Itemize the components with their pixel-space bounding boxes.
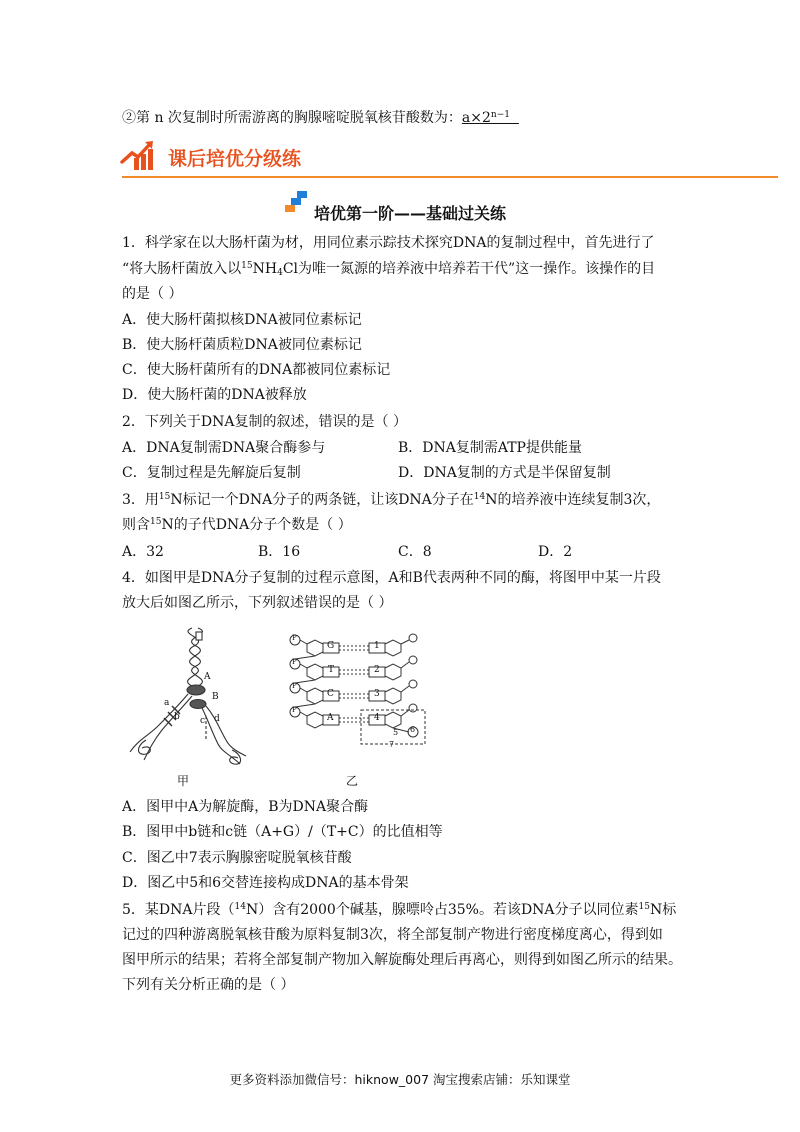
q3-sup14: 14 xyxy=(473,492,486,502)
q5-l1a: 5．某DNA片段（ xyxy=(122,902,235,918)
q4-stem-line2: 放大后如图乙所示，下列叙述错误的是（ ） xyxy=(122,595,393,611)
q4-option-c: C．图乙中7表示胸腺密啶脱氧核苷酸 xyxy=(122,850,352,866)
q5-sup15: 15 xyxy=(638,902,650,912)
figure-yi-dna-segment xyxy=(285,628,435,753)
q5-stem-line1 xyxy=(122,900,676,920)
fig-yi-p-4: P xyxy=(292,706,297,714)
q3-l1a: 3．用 xyxy=(122,492,159,508)
fig-jia-label-b: b xyxy=(174,712,180,722)
q1-sub4: 4 xyxy=(277,268,283,278)
q2-stem: 2．下列关于DNA复制的叙述，错误的是（ ） xyxy=(122,414,407,430)
q3-option-d: D．2 xyxy=(538,544,573,560)
fig-yi-p-2: P xyxy=(292,658,297,666)
formula-answer xyxy=(462,110,519,126)
q3-l1c: N的培养液中连续复制3次， xyxy=(485,492,661,508)
fig-yi-num-4: 4 xyxy=(374,713,380,723)
fig-yi-base-C: C xyxy=(327,689,334,699)
figure-yi-caption: 乙 xyxy=(346,774,359,788)
fig-yi-p-1: P xyxy=(292,634,297,642)
section-title: 培优第一阶——基础过关练 xyxy=(314,204,507,223)
q3-option-a: A．32 xyxy=(122,544,164,560)
fig-yi-base-T: T xyxy=(328,665,335,675)
q2-option-a: A．DNA复制需DNA聚合酶参与 xyxy=(122,440,326,456)
q3-option-c: C．8 xyxy=(398,544,432,560)
q3-stem-line2 xyxy=(122,515,352,535)
fig-yi-p-3: P xyxy=(292,682,297,690)
steps-icon xyxy=(283,190,309,216)
q3-stem-line1 xyxy=(122,490,660,510)
footer-text: 更多资料添加微信号：hiknow_007 淘宝搜索店铺：乐知课堂 xyxy=(229,1072,571,1087)
figure-jia-caption: 甲 xyxy=(177,774,190,788)
fig-yi-num-2: 2 xyxy=(374,665,380,675)
q4-option-b: B．图甲中b链和c链（A+G）/（T+C）的比值相等 xyxy=(122,824,443,840)
q1-option-d: D．使大肠杆菌的DNA被释放 xyxy=(122,387,307,403)
q1-option-a: A．使大肠杆菌拟核DNA被同位素标记 xyxy=(122,312,362,328)
q5-stem-line3: 图甲所示的结果；若将全部复制产物加入解旋酶处理后再离心，则得到如图乙所示的结果。 xyxy=(122,952,682,968)
fig-yi-base-A: A xyxy=(327,713,334,723)
fig-yi-num-1: 1 xyxy=(374,641,380,651)
fig-yi-num-7: 7 xyxy=(389,740,395,749)
q1-option-c: C．使大肠杆菌所有的DNA都被同位素标记 xyxy=(122,362,391,378)
figure-jia-dna-replication xyxy=(122,620,252,770)
q4-option-a: A．图甲中A为解旋酶，B为DNA聚合酶 xyxy=(122,799,369,815)
q1-line2-post: Cl为唯一氮源的培养液中培养若干代”这一操作。该操作的目 xyxy=(282,261,656,277)
header-title: 课后培优分级练 xyxy=(168,148,302,170)
q3-l2a: 则含 xyxy=(122,517,150,533)
q3-l1b: N标记一个DNA分子的两条链，让该DNA分子在 xyxy=(170,492,474,508)
q1-stem-line1: 1．科学家在以大肠杆菌为材，用同位素示踪技术探究DNA的复制过程中，首先进行了 xyxy=(122,235,655,251)
fig-jia-label-d: d xyxy=(214,714,220,724)
q5-stem-line4: 下列有关分析正确的是（ ） xyxy=(122,977,295,993)
q1-nh: NH xyxy=(252,261,278,277)
q4-stem-line1: 4．如图甲是DNA分子复制的过程示意图，A和B代表两种不同的酶，将图甲中某一片段 xyxy=(122,570,661,586)
formula-line xyxy=(122,108,519,128)
q5-l1b: N）含有2000个碱基，腺嘌呤占35%。若该DNA分子以同位素 xyxy=(245,902,639,918)
q5-l1c: N标 xyxy=(650,902,677,918)
q3-option-b: B．16 xyxy=(258,544,301,560)
q3-l2b: N的子代DNA分子个数是（ ） xyxy=(161,517,352,533)
q1-stem-line3: 的是（ ） xyxy=(122,286,183,302)
q1-stem-line2 xyxy=(122,259,655,279)
q2-option-b: B．DNA复制需ATP提供能量 xyxy=(398,440,582,456)
fig-yi-num-3: 3 xyxy=(374,689,380,699)
fig-yi-base-G: G xyxy=(327,641,335,651)
q1-line2-pre: “将大肠杆菌放入以 xyxy=(122,261,242,277)
formula-prefix: ②第 n 次复制时所需游离的胸腺嘧啶脱氧核苷酸数为： xyxy=(122,110,462,126)
q2-option-c: C．复制过程是先解旋后复制 xyxy=(122,465,301,481)
fig-jia-label-c: c xyxy=(200,716,206,726)
fig-yi-num-5: 5 xyxy=(393,728,399,737)
q5-sup14: 14 xyxy=(234,902,246,912)
q4-option-d: D．图乙中5和6交替连接构成DNA的基本骨架 xyxy=(122,875,409,891)
fig-yi-num-6: 6 xyxy=(410,725,416,734)
q1-sup15: 15 xyxy=(241,261,253,271)
fig-jia-label-A: A xyxy=(204,672,211,682)
answer-base: a×2 xyxy=(461,110,491,126)
chart-growth-icon xyxy=(120,138,160,172)
q5-stem-line2: 记过的四种游离脱氧核苷酸为原料复制3次，将全部复制产物进行密度梯度离心，得到如 xyxy=(122,927,663,943)
q3-sup15: 15 xyxy=(158,492,171,502)
q1-option-b: B．使大肠杆菌质粒DNA被同位素标记 xyxy=(122,337,362,353)
q2-option-d: D．DNA复制的方式是半保留复制 xyxy=(398,465,611,481)
q3-sup15b: 15 xyxy=(150,517,162,527)
answer-exponent: n−1 xyxy=(490,110,510,120)
header-rule xyxy=(122,176,778,178)
fig-jia-label-a: a xyxy=(164,698,170,708)
fig-jia-label-B: B xyxy=(212,692,219,702)
